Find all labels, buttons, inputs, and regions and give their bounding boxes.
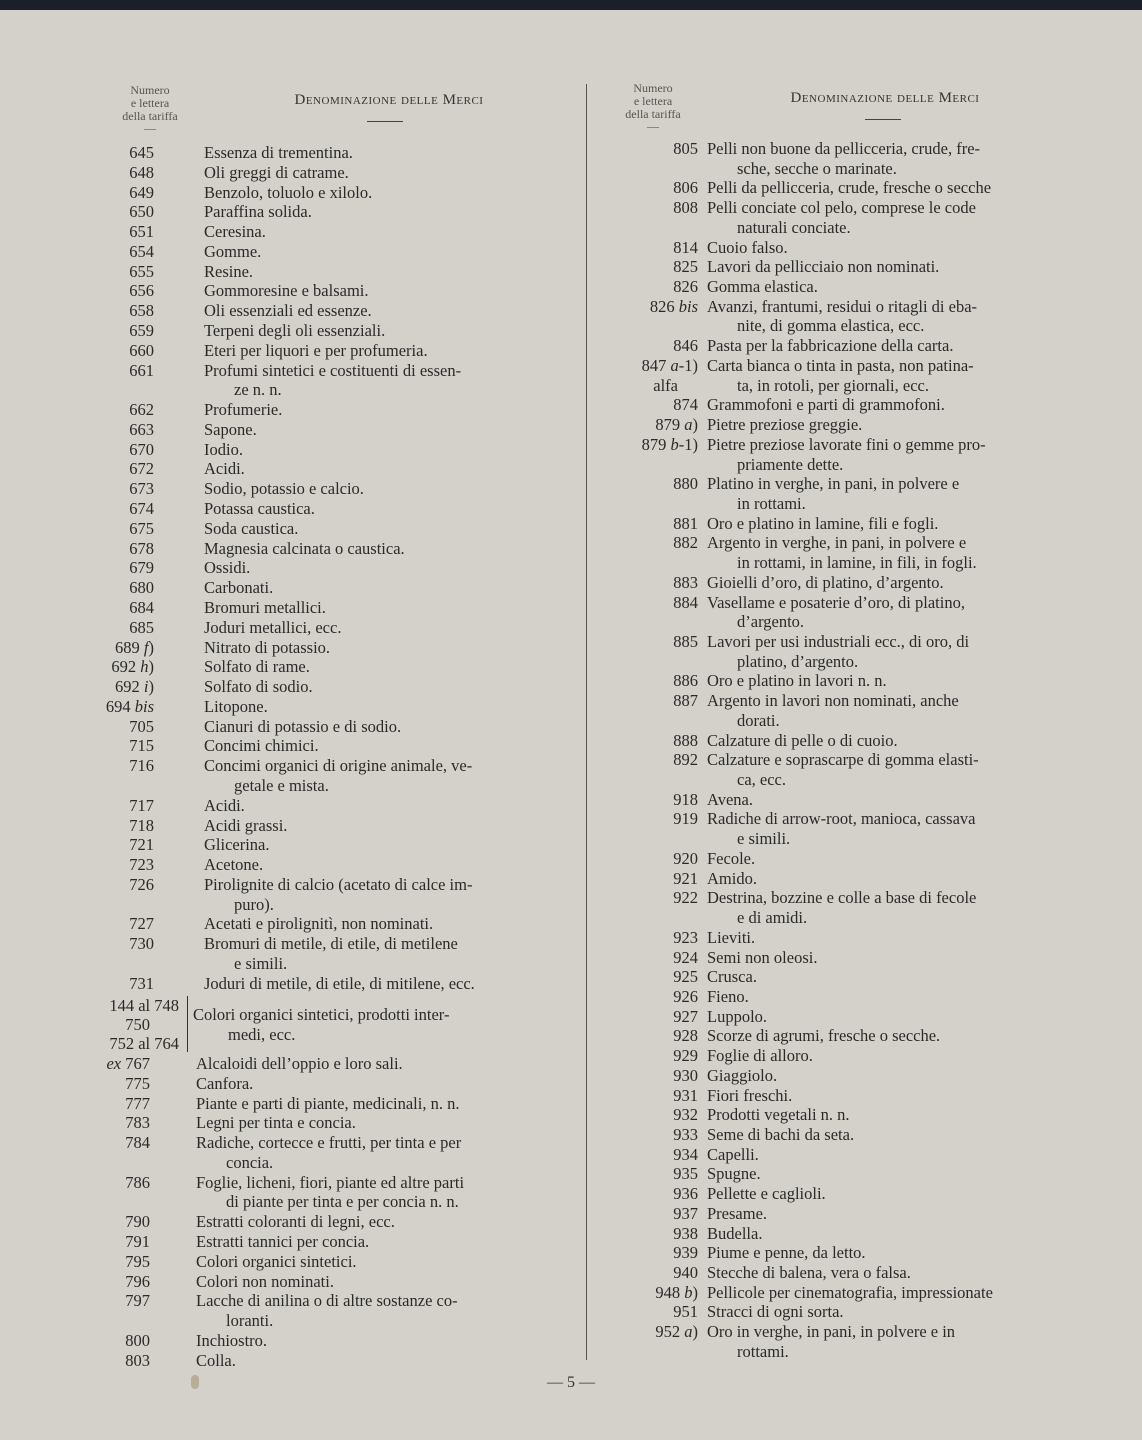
- item-description: Oli greggi di catrame.: [204, 162, 349, 182]
- tariff-number: 654: [129, 241, 154, 261]
- tariff-number: 663: [129, 419, 154, 439]
- tariff-number: 846: [673, 336, 698, 356]
- tariff-number: 825: [673, 257, 698, 277]
- item-description: Radiche di arrow-root, manioca, cassava: [707, 809, 976, 829]
- item-description: Platino in verghe, in pani, in polvere e: [707, 474, 960, 494]
- item-description-continuation: ta, in rotoli, per giornali, ecc.: [737, 375, 929, 395]
- item-description-continuation: ca, ecc.: [737, 770, 786, 790]
- tariff-number: 922: [673, 888, 698, 908]
- tariff-number: 932: [673, 1105, 698, 1125]
- tariff-number: 715: [129, 736, 154, 756]
- tariff-number: 931: [673, 1085, 698, 1105]
- number-header-line: della tariffa: [625, 107, 681, 121]
- item-description-continuation: e di amidi.: [737, 908, 808, 928]
- item-description-continuation: medi, ecc.: [228, 1025, 296, 1044]
- tariff-number: 692 i): [115, 677, 154, 697]
- item-description: Fecole.: [707, 848, 756, 868]
- header-rule: [865, 119, 901, 120]
- tariff-number: 673: [129, 479, 154, 499]
- item-description: Joduri metallici, ecc.: [204, 617, 342, 637]
- item-description-continuation: ze n. n.: [234, 380, 282, 400]
- tariff-number: 887: [673, 691, 698, 711]
- item-description: Terpeni degli oli essenziali.: [204, 321, 386, 341]
- tariff-number: 670: [129, 439, 154, 459]
- item-description: Concimi organici di origine animale, ve-: [204, 756, 473, 776]
- tariff-number: 928: [673, 1026, 698, 1046]
- item-description: Acetone.: [204, 855, 264, 875]
- item-description: Estratti coloranti di legni, ecc.: [196, 1212, 395, 1232]
- tariff-number: 884: [673, 592, 698, 612]
- tariff-number: 847 a-1): [641, 355, 698, 375]
- tariff-number: 649: [129, 182, 154, 202]
- tariff-number: 879 b-1): [641, 434, 698, 454]
- item-description-continuation: nite, di gomma elastica, ecc.: [737, 316, 925, 336]
- item-description: Oro in verghe, in pani, in polvere e in: [707, 1322, 956, 1342]
- number-header-line: e lettera: [633, 94, 673, 108]
- ink-smudge: [191, 1375, 199, 1389]
- item-description: Ceresina.: [204, 222, 266, 242]
- page-number: — 5 —: [547, 1374, 595, 1391]
- item-description: Pelli non buone da pellicceria, crude, fre-: [707, 139, 981, 158]
- item-description: Avanzi, frantumi, residui o ritagli di eba-: [707, 296, 978, 316]
- tariff-number: 659: [129, 321, 154, 341]
- tariff-number: 679: [129, 558, 154, 578]
- item-description: Calzature di pelle o di cuoio.: [707, 730, 898, 750]
- item-description: Potassa caustica.: [204, 499, 315, 519]
- item-description: Argento in lavori non nominati, anche: [707, 691, 959, 711]
- tariff-number: 716: [129, 756, 154, 776]
- tariff-number: 951: [673, 1302, 698, 1322]
- item-description: Colori non nominati.: [196, 1271, 334, 1291]
- tariff-number: 814: [673, 237, 698, 257]
- item-description: Grammofoni e parti di grammofoni.: [707, 395, 945, 415]
- tariff-number: 888: [673, 730, 698, 750]
- item-description: Carta bianca o tinta in pasta, non patina-: [707, 355, 974, 375]
- item-description: Eteri per liquori e per profumeria.: [204, 340, 428, 360]
- tariff-number: 885: [673, 632, 698, 651]
- tariff-number: 800: [125, 1330, 150, 1350]
- number-header-line: Numero: [130, 83, 170, 97]
- tariff-number: 795: [125, 1251, 150, 1271]
- item-description: Pellicole per cinematografia, impressionate: [707, 1282, 993, 1302]
- item-description: Solfato di rame.: [204, 657, 310, 677]
- item-description: Destrina, bozzine e colle a base di fecole: [707, 888, 977, 908]
- number-header-line: —: [647, 119, 659, 133]
- number-header-line: e lettera: [130, 96, 170, 110]
- item-description: Pietre preziose greggie.: [707, 415, 863, 435]
- item-description: Acidi.: [204, 459, 245, 479]
- number-column-header: [598, 82, 708, 131]
- item-description: Magnesia calcinata o caustica.: [204, 538, 405, 558]
- item-description: Inchiostro.: [196, 1330, 268, 1350]
- tariff-number: 934: [673, 1144, 698, 1164]
- item-description: Solfato di sodio.: [204, 677, 313, 697]
- tariff-number: 936: [673, 1184, 698, 1204]
- item-description: Gioielli d’oro, di platino, d’argento.: [707, 572, 944, 592]
- tariff-number: 808: [673, 198, 698, 218]
- tariff-number: 920: [673, 848, 698, 868]
- tariff-number: 874: [673, 395, 698, 415]
- item-description-continuation: in rottami.: [737, 493, 806, 513]
- tariff-number: 684: [129, 597, 154, 617]
- tariff-number: 925: [673, 967, 698, 987]
- tariff-number: 926: [673, 986, 698, 1006]
- tariff-number: 923: [673, 927, 698, 947]
- item-description: Pellette e caglioli.: [707, 1184, 826, 1204]
- tariff-number: 678: [129, 538, 154, 558]
- tariff-number: 723: [129, 855, 154, 875]
- item-description: Vasellame e posaterie d’oro, di platino,: [707, 592, 965, 612]
- item-description: Canfora.: [196, 1073, 254, 1093]
- item-description: Essenza di trementina.: [204, 143, 353, 162]
- item-description: Lavori per usi industriali ecc., di oro, di: [707, 632, 970, 651]
- item-description: Gommoresine e balsami.: [204, 281, 369, 301]
- item-description: Nitrato di potassio.: [204, 637, 331, 657]
- item-description: Pelli da pellicceria, crude, fresche o secche: [707, 178, 992, 198]
- tariff-number: 948 b): [655, 1282, 698, 1302]
- item-description-continuation: loranti.: [226, 1311, 274, 1331]
- tariff-number: 651: [129, 222, 154, 242]
- tariff-number: 879 a): [655, 415, 698, 435]
- tariff-number: 952 a): [655, 1322, 698, 1342]
- tariff-number: 674: [129, 499, 154, 519]
- tariff-number: 645: [129, 143, 154, 162]
- tariff-number: 919: [673, 809, 698, 829]
- tariff-number: 880: [673, 474, 698, 494]
- item-description: Pirolignite di calcio (acetato di calce im-: [204, 874, 473, 894]
- number-header-line: —: [144, 121, 156, 135]
- tariff-number: 675: [129, 518, 154, 538]
- item-description: Stecche di balena, vera o falsa.: [707, 1263, 911, 1283]
- item-description: Seme di bachi da seta.: [707, 1125, 855, 1144]
- tariff-number: 680: [129, 578, 154, 598]
- tariff-number: 826 bis: [649, 296, 698, 316]
- item-description: Ossidi.: [204, 558, 251, 578]
- tariff-number: 892: [673, 750, 698, 770]
- tariff-number: 672: [129, 459, 154, 479]
- item-description: Resine.: [204, 261, 254, 281]
- item-description: Colori organici sintetici.: [196, 1251, 357, 1271]
- item-description-continuation: getale e mista.: [234, 775, 329, 795]
- item-description-continuation: e simili.: [234, 953, 288, 973]
- item-description: Lavori da pellicciaio non nominati.: [707, 257, 940, 277]
- item-description-continuation: d’argento.: [737, 612, 805, 632]
- tariff-number: 796: [125, 1271, 150, 1291]
- item-description: Radiche, cortecce e frutti, per tinta e per: [196, 1133, 462, 1153]
- tariff-number: 730: [129, 934, 154, 954]
- tariff-number: 921: [673, 868, 698, 888]
- tariff-number: 940: [673, 1263, 698, 1283]
- item-description: Profumi sintetici e costituenti di essen-: [204, 360, 462, 380]
- tariff-number: 791: [125, 1232, 150, 1252]
- item-description: Gomma elastica.: [707, 277, 818, 297]
- item-description: Spugne.: [707, 1164, 761, 1184]
- tariff-number: 937: [673, 1203, 698, 1223]
- tariff-number: 933: [673, 1125, 698, 1144]
- tariff-number: 717: [129, 795, 154, 815]
- tariff-number: 930: [673, 1065, 698, 1085]
- item-description: Sodio, potassio e calcio.: [204, 479, 364, 499]
- item-description: Oro e platino in lavori n. n.: [707, 671, 887, 691]
- item-description: Glicerina.: [204, 835, 270, 855]
- tariff-number: 727: [129, 914, 154, 934]
- tariff-number: 939: [673, 1243, 698, 1263]
- number-header-line: della tariffa: [122, 109, 178, 123]
- tariff-number: 731: [129, 973, 154, 993]
- item-description: Cianuri di potassio e di sodio.: [204, 716, 402, 736]
- item-description: Bromuri metallici.: [204, 597, 326, 617]
- item-description: Acidi.: [204, 795, 245, 815]
- item-description: Piume e penne, da letto.: [707, 1243, 866, 1263]
- tariff-number: 783: [125, 1113, 150, 1133]
- item-description: Legni per tinta e concia.: [196, 1113, 356, 1133]
- item-description: Foglie di alloro.: [707, 1046, 813, 1066]
- item-description: Capelli.: [707, 1144, 759, 1164]
- item-description: Amido.: [707, 868, 757, 888]
- item-description: Budella.: [707, 1223, 763, 1243]
- item-description-continuation: dorati.: [737, 710, 780, 730]
- tariff-number: 692 h): [111, 657, 154, 677]
- item-description: Acidi grassi.: [204, 815, 288, 835]
- item-description: Pietre preziose lavorate fini o gemme pro-: [707, 434, 986, 454]
- tariff-number: 806: [673, 178, 698, 198]
- tariff-number: 938: [673, 1223, 698, 1243]
- item-description: Concimi chimici.: [204, 736, 319, 756]
- tariff-number: 658: [129, 301, 154, 321]
- tariff-number: 803: [125, 1350, 150, 1370]
- tariff-number: 784: [125, 1133, 150, 1153]
- item-description: Oro e platino in lamine, fili e fogli.: [707, 513, 939, 533]
- item-description-continuation: platino, d’argento.: [737, 651, 859, 671]
- tariff-number: 685: [129, 617, 154, 637]
- item-description: Profumerie.: [204, 400, 283, 420]
- tariff-number-suffix: alfa: [653, 375, 678, 395]
- item-description: Benzolo, toluolo e xilolo.: [204, 182, 373, 202]
- tariff-number: ex 767: [106, 1054, 150, 1073]
- item-description: Pasta per la fabbricazione della carta.: [707, 336, 954, 356]
- tariff-number: 882: [673, 533, 698, 553]
- item-description: Oli essenziali ed essenze.: [204, 301, 372, 321]
- item-description: Carbonati.: [204, 578, 274, 598]
- item-description: Fieno.: [707, 986, 749, 1006]
- tariff-number: 705: [129, 716, 154, 736]
- item-description: Cuoio falso.: [707, 237, 788, 257]
- item-description: Calzature e soprascarpe di gomma elasti-: [707, 750, 979, 770]
- tariff-number: 661: [129, 360, 154, 380]
- tariff-number: 660: [129, 340, 154, 360]
- item-description: Semi non oleosi.: [707, 947, 818, 967]
- tariff-number: 805: [673, 139, 698, 158]
- item-description: Soda caustica.: [204, 518, 299, 538]
- tariff-number: 918: [673, 789, 698, 809]
- item-description-continuation: e simili.: [737, 829, 791, 849]
- item-description: Acetati e pirolignitì, non nominati.: [204, 914, 434, 934]
- tariff-number: 655: [129, 261, 154, 281]
- item-description: Presame.: [707, 1203, 768, 1223]
- item-description-continuation: in rottami, in lamine, in fili, in fogli.: [737, 553, 977, 573]
- tariff-number: 662: [129, 400, 154, 420]
- tariff-number: 929: [673, 1046, 698, 1066]
- item-description-continuation: concia.: [226, 1152, 274, 1172]
- tariff-number: 886: [673, 671, 698, 691]
- item-description: Scorze di agrumi, fresche o secche.: [707, 1026, 941, 1046]
- tariff-number: 777: [125, 1093, 150, 1113]
- item-description: Stracci di ogni sorta.: [707, 1302, 844, 1322]
- item-description: Avena.: [707, 789, 753, 809]
- item-description: Luppolo.: [707, 1006, 768, 1026]
- item-description: Piante e parti di piante, medicinali, n. n.: [196, 1093, 460, 1113]
- item-description: Alcaloidi dell’oppio e loro sali.: [196, 1054, 403, 1073]
- tariff-number: 694 bis: [105, 696, 154, 716]
- tariff-number: 650: [129, 202, 154, 222]
- item-description: Joduri di metile, di etile, di mitilene, ecc.: [204, 973, 475, 993]
- header-rule: [367, 121, 403, 122]
- description-column-header: Denominazione delle Merci: [294, 92, 484, 108]
- tariff-number: 935: [673, 1164, 698, 1184]
- item-description: Colori organici sintetici, prodotti inter-: [193, 1005, 450, 1024]
- item-description-continuation: puro).: [234, 894, 274, 914]
- tariff-number: 826: [673, 277, 698, 297]
- item-description: Lieviti.: [707, 927, 756, 947]
- tariff-number: 881: [673, 513, 698, 533]
- tariff-number: 648: [129, 162, 154, 182]
- description-column-header: Denominazione delle Merci: [790, 90, 980, 106]
- item-description: Crusca.: [707, 967, 757, 987]
- item-description: Fiori freschi.: [707, 1085, 793, 1105]
- item-description: Pelli conciate col pelo, comprese le code: [707, 198, 976, 218]
- tariff-number: 883: [673, 572, 698, 592]
- tariff-number: 721: [129, 835, 154, 855]
- grouping-brace: [183, 996, 188, 1052]
- item-description: Litopone.: [204, 696, 268, 716]
- item-description-continuation: rottami.: [737, 1341, 789, 1361]
- item-description: Bromuri di metile, di etile, di metilene: [204, 934, 458, 954]
- tariff-number: 689 f): [115, 637, 154, 657]
- tariff-number: 924: [673, 947, 698, 967]
- tariff-number: 656: [129, 281, 154, 301]
- item-description: Iodio.: [204, 439, 243, 459]
- top-border: [0, 0, 1142, 10]
- number-column-header: [95, 84, 205, 133]
- item-description-continuation: sche, secche o marinate.: [737, 158, 897, 178]
- item-description-continuation: naturali conciate.: [737, 217, 851, 237]
- item-description: Argento in verghe, in pani, in polvere e: [707, 533, 967, 553]
- item-description: Foglie, licheni, fiori, piante ed altre parti: [196, 1172, 465, 1192]
- tariff-number: 775: [125, 1073, 150, 1093]
- tariff-number: 786: [125, 1172, 150, 1192]
- item-description: Colla.: [196, 1350, 236, 1370]
- tariff-number: 726: [129, 874, 154, 894]
- item-description: Prodotti vegetali n. n.: [707, 1105, 850, 1125]
- item-description-continuation: priamente dette.: [737, 454, 844, 474]
- tariff-number: 790: [125, 1212, 150, 1232]
- number-header-line: Numero: [633, 81, 673, 95]
- tariff-number: 750: [125, 1015, 150, 1034]
- item-description: Lacche di anilina o di altre sostanze co-: [196, 1291, 458, 1311]
- item-description: Paraffina solida.: [204, 202, 312, 222]
- tariff-number: 927: [673, 1006, 698, 1026]
- tariff-number: 797: [125, 1291, 150, 1311]
- item-description: Estratti tannici per concia.: [196, 1232, 370, 1252]
- item-description: Gomme.: [204, 241, 262, 261]
- item-description: Sapone.: [204, 419, 257, 439]
- item-description: Giaggiolo.: [707, 1065, 778, 1085]
- tariff-number: 144 al 748: [109, 996, 179, 1015]
- tariff-number: 718: [129, 815, 154, 835]
- tariff-number: 752 al 764: [109, 1034, 179, 1053]
- item-description-continuation: di piante per tinta e per concia n. n.: [226, 1192, 459, 1212]
